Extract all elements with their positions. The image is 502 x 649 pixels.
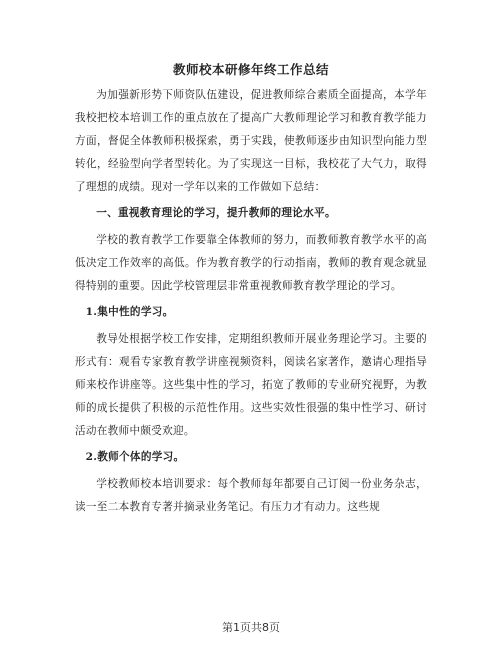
- intro-paragraph: 为加强新形势下师资队伍建设，促进教师综合素质全面提高，本学年我校把校本培训工作的重点放在了提高广大教师理论学习和教育教学能力方面，督促全体教师积极探索，勇于实践，使教师逐步由知识型向能力型转化，经验型向学者型转化。为了实现这一目标，我校花了大气力，取得了理想的成绩。现对一学年以来的工作做如下总结：: [75, 89, 427, 193]
- page-number: 第1页共8页: [222, 621, 280, 634]
- section-heading-1: 一、重视教育理论的学习，提升教师的理论水平。: [96, 207, 336, 219]
- subsection-2-paragraph: 学校教师校本培训要求：每个教师每年都要自己订阅一份业务杂志，读一至二本教育专著并摘录业务笔记。有压力才有动力。这些规: [75, 478, 427, 513]
- subsection-heading-2: 2.教师个体的学习。: [85, 451, 185, 463]
- document-title: 教师校本研修年终工作总结: [172, 62, 329, 77]
- subsection-heading-1: 1.集中性的学习。: [85, 306, 174, 318]
- document-body: [75, 84, 427, 519]
- subsection-1-paragraph: 教导处根据学校工作安排，定期组织教师开展业务理论学习。主要的形式有：观看专家教育教学讲座视频资料，阅读名家著作，邀请心理指导师来校作讲座等。这些集中性的学习，拓宽了教师的专业研究视野，为教师的成长提供了积极的示范性作用。这些实效性很强的集中性学习、研讨活动在教师中颇受欢迎。: [75, 333, 427, 437]
- section-1-paragraph: 学校的教育教学工作要靠全体教师的努力，而教师教育教学水平的高低决定工作效率的高低。作为教育教学的行动指南，教师的教育观念就显得特别的重要。因此学校管理层非常重视教师教育教学理论的学习。: [75, 234, 427, 292]
